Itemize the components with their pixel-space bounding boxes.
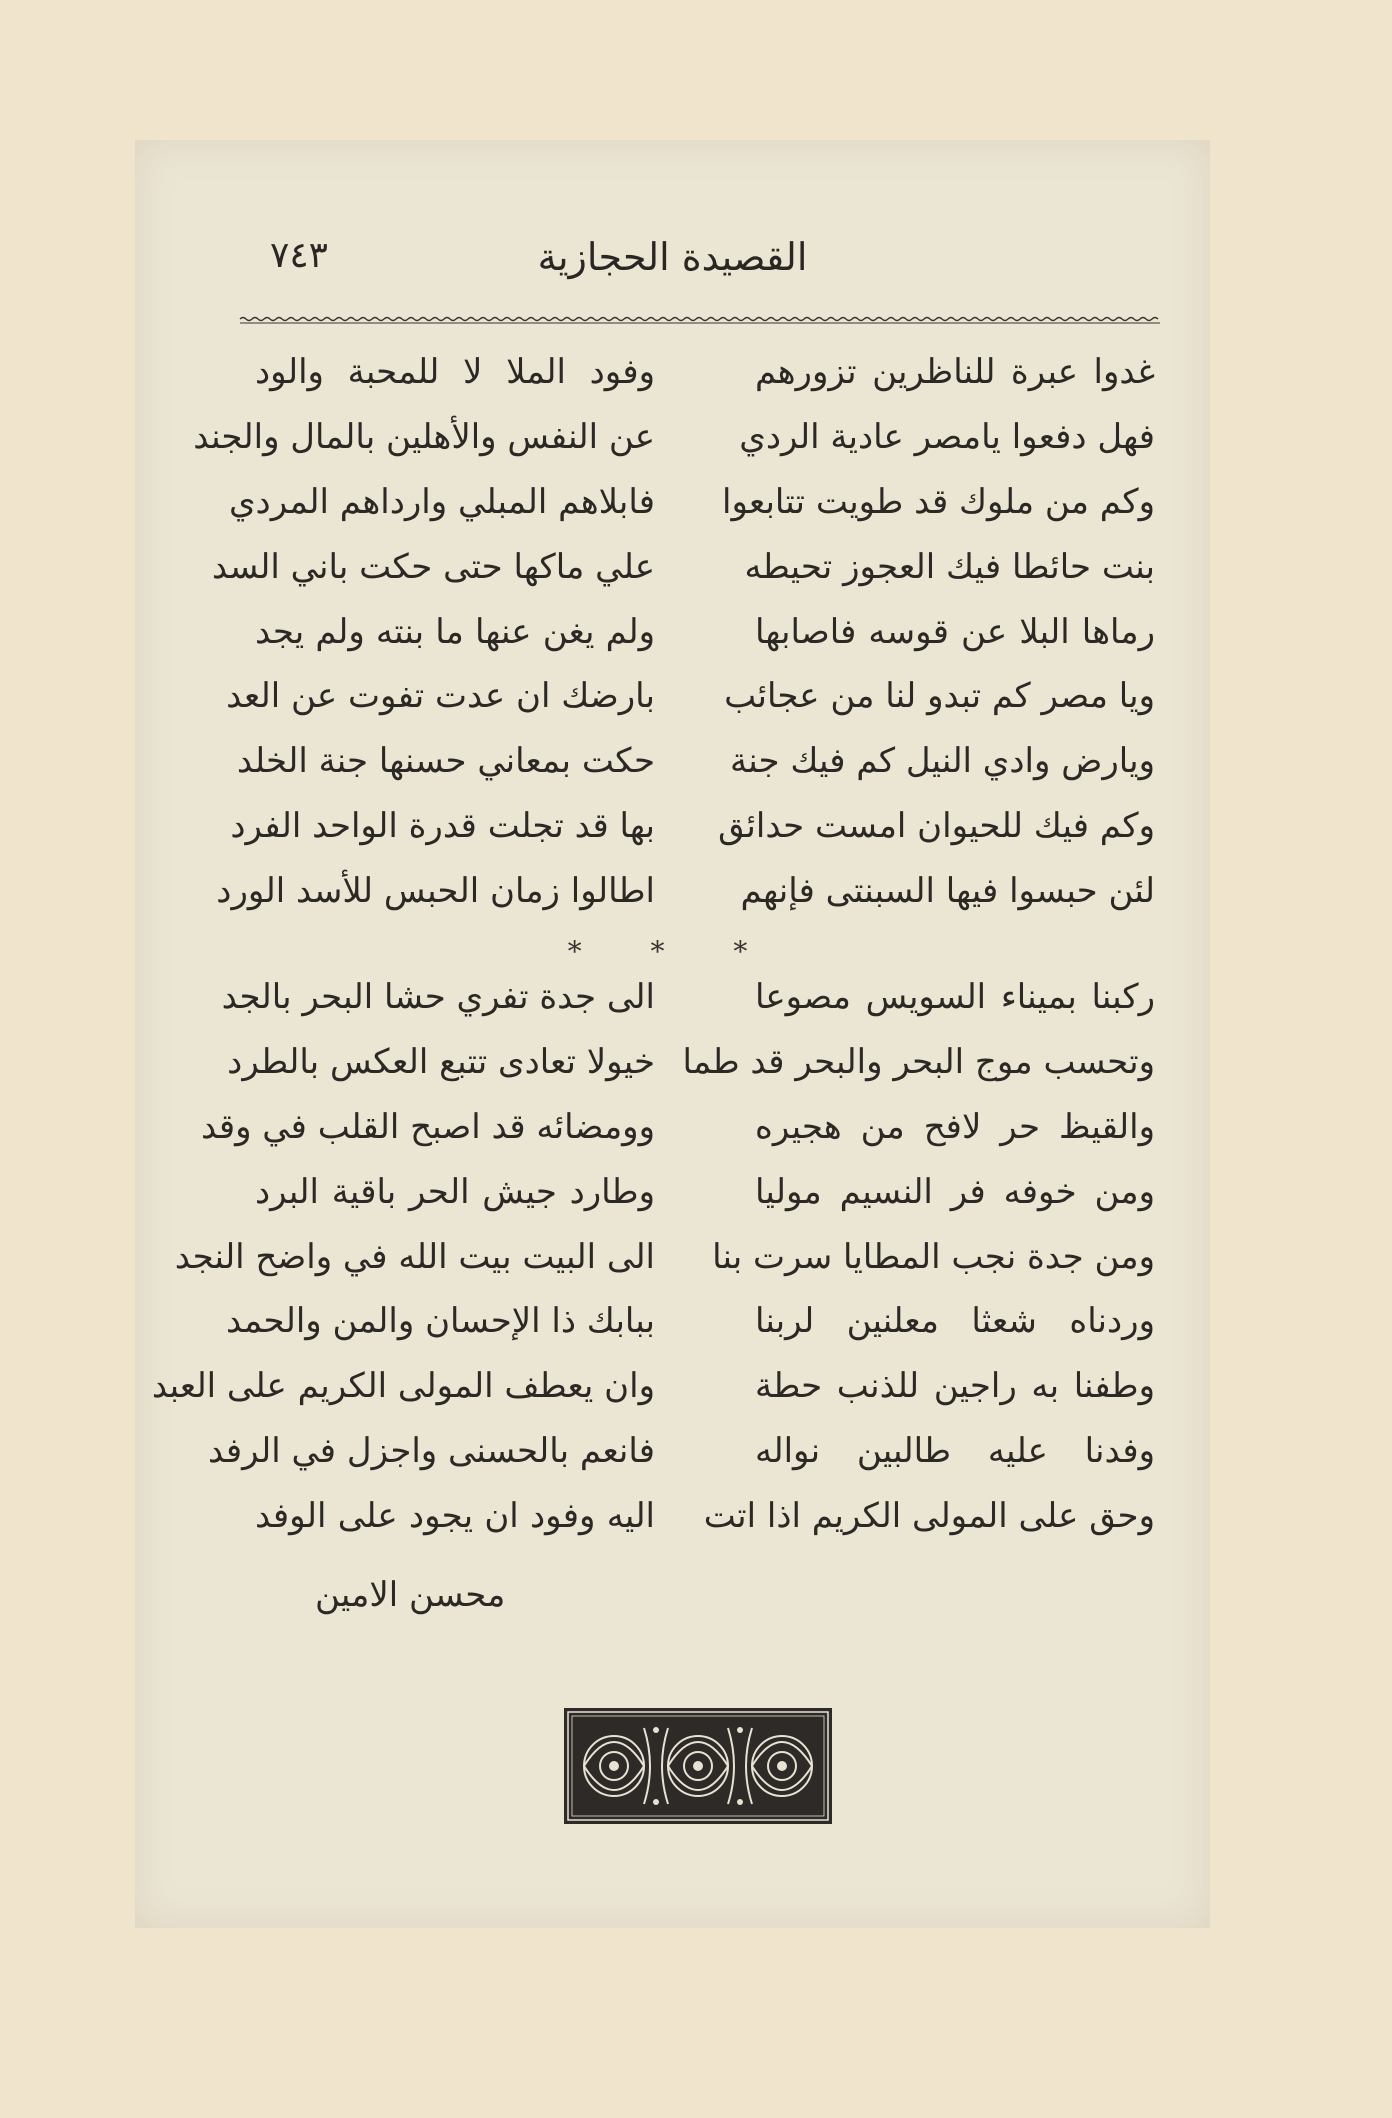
verse xyxy=(255,1483,1155,1548)
hemistich-second: خيولا تعادى تتبع العكس بالطرد xyxy=(227,1042,655,1083)
verse xyxy=(151,1354,1155,1419)
hemistich-first: وكم من ملوك قد طويت تتابعوا xyxy=(722,481,1155,522)
hemistich-second: علي ماكها حتى حكت باني السد xyxy=(211,546,655,587)
verse xyxy=(255,599,1155,664)
hemistich-first: والقيظ حر لافح من هجيره xyxy=(755,1106,1155,1147)
hemistich-second: بها قد تجلت قدرة الواحد الفرد xyxy=(230,805,655,846)
poem-section-2 xyxy=(151,965,1155,1548)
hemistich-first: وردناه شعثا معلنين لربنا xyxy=(755,1301,1155,1342)
hemistich-first: ويارض وادي النيل كم فيك جنة xyxy=(730,741,1155,782)
header-wavy-rule xyxy=(240,315,1160,325)
hemistich-second: فابلاهم المبلي وارداهم المردي xyxy=(228,481,655,522)
hemistich-first: وتحسب موج البحر والبحر قد طما xyxy=(682,1042,1155,1083)
verse xyxy=(174,1224,1155,1289)
verse xyxy=(226,1289,1155,1354)
hemistich-first: وفدنا عليه طالبين نواله xyxy=(755,1430,1155,1471)
floral-ornament-icon xyxy=(564,1708,832,1824)
hemistich-second: حكت بمعاني حسنها جنة الخلد xyxy=(236,741,655,782)
hemistich-first: وطفنا به راجين للذنب حطة xyxy=(755,1366,1155,1407)
verse xyxy=(208,1419,1155,1484)
hemistich-first: لئن حبسوا فيها السبنتى فإنهم xyxy=(740,870,1155,911)
hemistich-second: الى البيت بيت الله في واضح النجد xyxy=(174,1236,655,1277)
verse xyxy=(211,534,1155,599)
verse xyxy=(255,1159,1155,1224)
hemistich-second: وفود الملا لا للمحبة والود xyxy=(255,352,655,393)
running-title: القصيدة الحجازية xyxy=(537,235,808,279)
hemistich-first: فهل دفعوا يامصر عادية الردي xyxy=(739,417,1155,458)
hemistich-first: ومن جدة نجب المطايا سرت بنا xyxy=(712,1236,1155,1277)
book-page xyxy=(135,140,1210,1928)
hemistich-first: غدوا عبرة للناظرين تزورهم xyxy=(755,352,1155,393)
hemistich-first: ركبنا بميناء السويس مصوعا xyxy=(755,977,1155,1018)
poem-section-1 xyxy=(193,340,1155,923)
verse xyxy=(230,794,1155,859)
verse xyxy=(227,1030,1155,1095)
verse xyxy=(216,858,1155,923)
hemistich-first: وحق على المولى الكريم اذا اتت xyxy=(703,1495,1155,1536)
page-number: ٧٤٣ xyxy=(270,235,329,276)
hemistich-second: ببابك ذا الإحسان والمن والحمد xyxy=(226,1301,655,1342)
verse xyxy=(193,405,1155,470)
hemistich-second: ولم يغن عنها ما بنته ولم يجد xyxy=(255,611,655,652)
hemistich-second: اليه وفود ان يجود على الوفد xyxy=(255,1495,655,1536)
hemistich-first: ومن خوفه فر النسيم موليا xyxy=(755,1171,1155,1212)
verse xyxy=(255,340,1155,405)
hemistich-second: عن النفس والأهلين بالمال والجند xyxy=(193,417,655,458)
hemistich-second: وومضائه قد اصبح القلب في وقد xyxy=(200,1106,655,1147)
verse xyxy=(228,470,1155,535)
hemistich-second: بارضك ان عدت تفوت عن العد xyxy=(226,676,655,717)
hemistich-first: ويا مصر كم تبدو لنا من عجائب xyxy=(724,676,1155,717)
verse xyxy=(226,664,1155,729)
verse xyxy=(236,729,1155,794)
hemistich-first: رماها البلا عن قوسه فاصابها xyxy=(755,611,1155,652)
hemistich-second: وان يعطف المولى الكريم على العبد xyxy=(151,1366,655,1407)
verse xyxy=(221,965,1155,1030)
hemistich-second: اطالوا زمان الحبس للأسد الورد xyxy=(216,870,655,911)
hemistich-first: وكم فيك للحيوان امست حدائق xyxy=(718,805,1155,846)
hemistich-first: بنت حائطا فيك العجوز تحيطه xyxy=(744,546,1155,587)
hemistich-second: فانعم بالحسنى واجزل في الرفد xyxy=(208,1430,655,1471)
author-signature: محسن الامين xyxy=(315,1575,506,1615)
hemistich-second: الى جدة تفري حشا البحر بالجد xyxy=(221,977,655,1018)
section-separator: * * * xyxy=(567,935,778,968)
page-header xyxy=(135,235,1210,295)
verse xyxy=(200,1095,1155,1160)
hemistich-second: وطارد جيش الحر باقية البرد xyxy=(255,1171,655,1212)
